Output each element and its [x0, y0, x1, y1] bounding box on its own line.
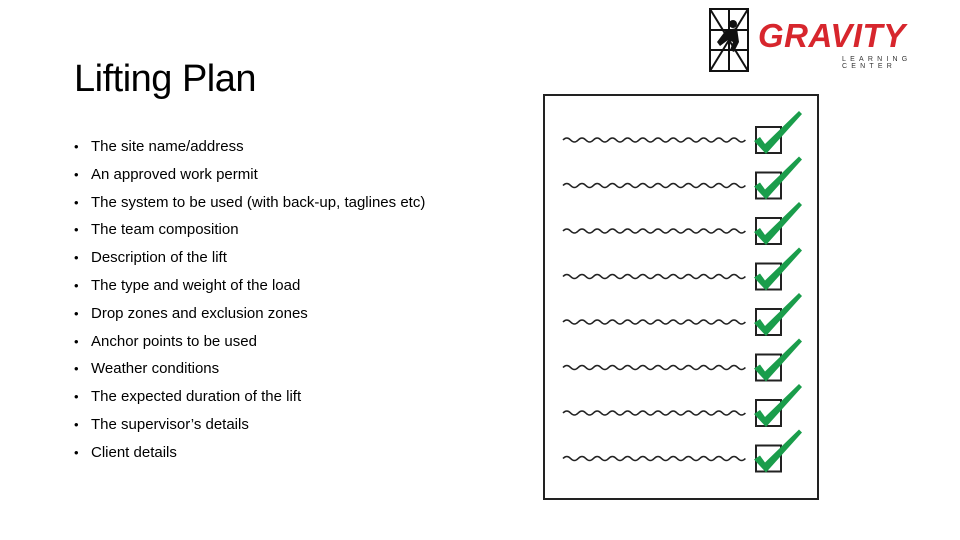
list-item — [74, 136, 425, 164]
bullet-icon: • — [74, 416, 79, 432]
list-item — [74, 219, 425, 247]
list-item — [74, 275, 425, 303]
list-item — [74, 386, 425, 414]
checklist-icon — [543, 94, 825, 504]
list-item — [74, 303, 425, 331]
logo-wordmark: GRAVITY — [758, 17, 906, 54]
list-item-text: The supervisor’s details — [91, 415, 249, 433]
bullet-icon: • — [74, 277, 79, 293]
list-item-text: The site name/address — [91, 138, 244, 155]
page-title: Lifting Plan — [74, 58, 257, 100]
list-item-text: An approved work permit — [91, 165, 258, 183]
bullet-icon: • — [74, 305, 79, 321]
list-item — [74, 358, 425, 386]
list-item-text: The expected duration of the lift — [91, 388, 302, 406]
bullet-icon: • — [74, 444, 79, 460]
requirements-list — [74, 136, 425, 470]
bullet-icon: • — [74, 139, 79, 154]
bullet-icon: • — [74, 333, 79, 349]
list-item-text: The type and weight of the load — [91, 276, 301, 294]
list-item-text: The system to be used (with back-up, taglines etc) — [91, 193, 426, 211]
bullet-icon: • — [74, 389, 79, 405]
list-item — [74, 192, 425, 220]
list-item — [74, 414, 425, 442]
bullet-icon: • — [74, 194, 79, 210]
gravity-logo — [706, 4, 956, 74]
list-item-text: Description of the lift — [91, 249, 227, 267]
checklist-frame — [544, 95, 818, 499]
list-item-text: Weather conditions — [91, 360, 220, 378]
bullet-icon: • — [74, 361, 79, 377]
bullet-icon: • — [74, 222, 79, 238]
list-item — [74, 164, 425, 192]
bullet-icon: • — [74, 166, 79, 182]
list-item-text: The team composition — [91, 221, 239, 239]
list-item — [74, 442, 425, 470]
climber-cage-icon — [706, 6, 752, 74]
logo-subtitle: LEARNING CENTER — [842, 56, 912, 70]
list-item — [74, 331, 425, 359]
list-item-text: Client details — [91, 443, 177, 461]
bullet-icon: • — [74, 250, 79, 266]
list-item — [74, 247, 425, 275]
list-item-text: Anchor points to be used — [91, 332, 257, 350]
list-item-text: Drop zones and exclusion zones — [91, 304, 308, 322]
